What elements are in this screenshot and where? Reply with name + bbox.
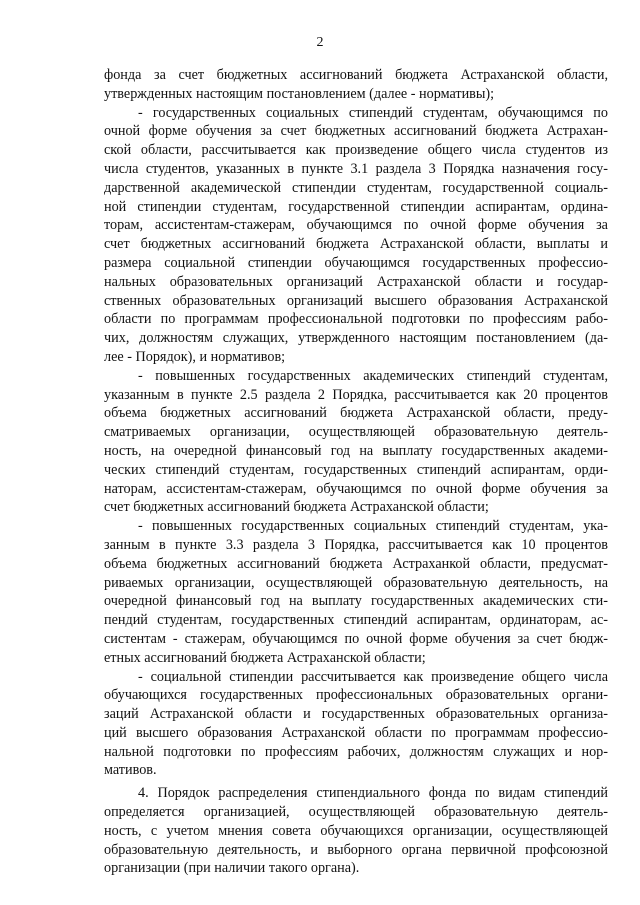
text-line: числа студентов, указанных в пункте 3.1 раздела 3 Порядка назначения госу-	[104, 160, 608, 177]
text-line: объема бюджетных ассигнований бюджета Астраханкой области, предусмат-	[104, 555, 608, 572]
text-line: ственных образовательных организаций высшего образования Астраханской	[104, 292, 608, 309]
text-line: - социальной стипендии рассчитывается как произведение общего числа	[138, 668, 608, 685]
text-line: размера социальной стипендии обучающимся государственных профессио-	[104, 254, 608, 271]
text-line: счет бюджетных ассигнований бюджета Астраханской области, выплаты и	[104, 236, 608, 253]
text-line: организации (при наличии такого органа).	[104, 860, 360, 877]
text-line: наторам, ассистентам-стажерам, обучающимся по очной форме обучения за	[104, 480, 608, 497]
text-line: риваемых организации, осуществляющей образовательную деятельность, на	[104, 574, 608, 591]
text-line: образовательную деятельность, и выборного органа первичной профсоюзной	[104, 841, 608, 858]
text-line: заций Астраханской области и государственных образовательных организа-	[104, 706, 608, 723]
text-line: чих, должностям служащих, утвержденного настоящим постановлением (да-	[104, 330, 608, 347]
text-line: систентам - стажерам, обучающимся по очной форме обучения за счет бюдж-	[104, 630, 608, 647]
text-line: торам, ассистентам-стажерам, обучающимся по очной форме обучения за	[104, 217, 608, 234]
text-line: лее - Порядок), и нормативов;	[104, 348, 286, 365]
text-line: - повышенных государственных социальных стипендий студентам, ука-	[138, 518, 608, 535]
text-line: ность, с учетом мнения совета обучающихся организации, осуществляющей	[104, 822, 608, 839]
text-line: ческих стипендий студентам, государственных стипендий аспирантам, орди-	[104, 461, 608, 478]
text-line: объема бюджетных ассигнований бюджета Астраханской области, преду-	[104, 405, 608, 422]
text-line: утвержденных настоящим постановлением (далее - нормативы);	[104, 85, 495, 102]
text-line: счет бюджетных ассигнований бюджета Астраханской области;	[104, 499, 489, 516]
text-line: занным в пункте 3.3 раздела 3 Порядка, рассчитывается как 10 процентов	[104, 536, 608, 553]
text-line: етных ассигнований бюджета Астраханской области;	[104, 649, 426, 666]
page-number: 2	[316, 35, 324, 50]
text-line: дарственной академической стипендии студентам, государственной социаль-	[104, 179, 608, 196]
text-line: ской области, рассчитывается как произведение общего числа студентов из	[104, 142, 608, 159]
text-line: нальных образовательных организаций Астраханской области и государ-	[104, 273, 608, 290]
text-line: указанным в пункте 2.5 раздела 2 Порядка, рассчитывается как 20 процентов	[104, 386, 608, 403]
text-line: фонда за счет бюджетных ассигнований бюджета Астраханской области,	[104, 67, 608, 83]
text-line: области по программам профессиональной подготовки по профессиям рабо-	[104, 311, 608, 328]
text-line: 4. Порядок распределения стипендиального фонда по видам стипендий	[138, 785, 608, 802]
text-line: ной стипендии студентам, государственной стипендии аспирантам, ордина-	[104, 198, 608, 215]
text-line: сматриваемых организации, осуществляющей образовательную деятель-	[104, 424, 608, 441]
text-line: - повышенных государственных академических стипендий студентам,	[138, 367, 608, 384]
text-line: пендий студентам, государственных стипендий аспирантам, ординаторам, ас-	[104, 612, 608, 629]
text-line: ций высшего образования Астраханской области по программам профессио-	[104, 724, 608, 741]
document-body	[104, 66, 608, 878]
text-line: ность, на очередной финансовый год на выплату государственных академи-	[104, 442, 608, 459]
text-line: обучающихся государственных профессиональных образовательных органи-	[104, 687, 608, 704]
text-line: мативов.	[104, 762, 157, 779]
text-line: очной форме обучения за счет бюджетных ассигнований бюджета Астрахан-	[104, 123, 608, 140]
text-line: определяется организацией, осуществляющей образовательную деятель-	[104, 804, 608, 821]
text-line: нальной подготовки по профессиям рабочих, должностям служащих и нор-	[104, 743, 608, 760]
text-line: очередной финансовый год на выплату государственных академических сти-	[104, 593, 608, 610]
text-line: - государственных социальных стипендий студентам, обучающимся по	[138, 104, 608, 121]
